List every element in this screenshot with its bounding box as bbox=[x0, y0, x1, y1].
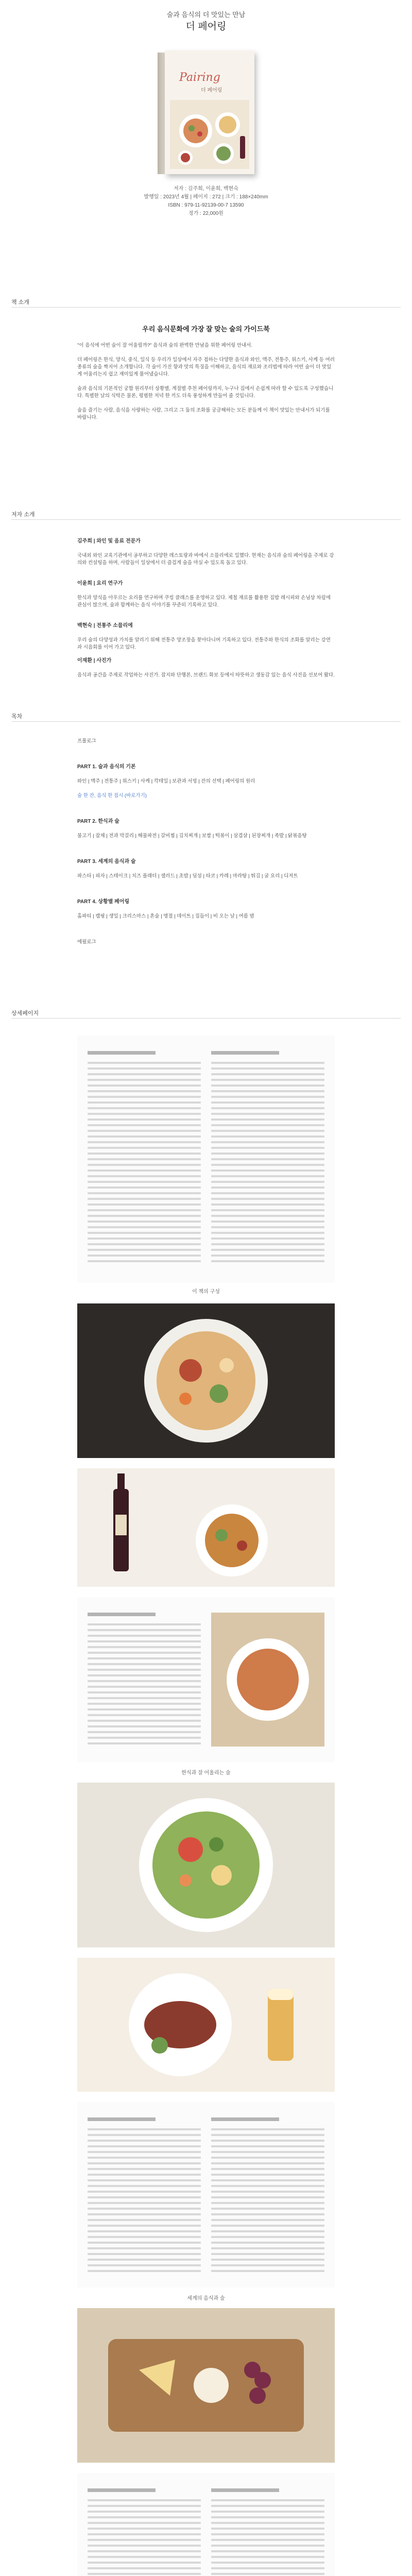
section-divider bbox=[11, 1018, 401, 1019]
section-heading-book-intro: 책 소개 bbox=[11, 299, 29, 306]
toc-epilogue: 에필로그 bbox=[77, 939, 96, 945]
writer-name: 백현숙 | 전통주 소믈리에 bbox=[77, 623, 133, 629]
meta-isbn: ISBN : 979-11-92139-00-7 13590 bbox=[168, 202, 244, 208]
detail-photo-wine-pairing bbox=[77, 1468, 335, 1587]
writer-bio: 국내외 와인 교육기관에서 공부하고 다양한 레스토랑과 바에서 소믈리에로 일했다. 현재는 음식과 술의 페어링을 주제로 강의와 컨설팅을 하며, 사람들이 일상에서 더 즐겁게 술을 마실 수 있도록 돕고 있다. bbox=[77, 553, 334, 566]
meta-authors: 저자 : 김주희, 이윤희, 백현숙 bbox=[174, 186, 238, 192]
writer-name: 김주희 | 와인 및 음료 전문가 bbox=[77, 538, 141, 544]
book-front-cover bbox=[165, 50, 254, 174]
section-heading-writer: 저자 소개 bbox=[11, 512, 35, 518]
meta-price: 정가 : 22,000원 bbox=[188, 211, 224, 216]
spread-right-page bbox=[211, 2117, 324, 2276]
toc-sublink[interactable]: 술 한 잔, 음식 한 접시 (바로가기) bbox=[77, 793, 147, 799]
detail-photo-steak-plate bbox=[77, 1958, 335, 2092]
detail-spread-text-pages-3 bbox=[77, 2473, 335, 2576]
detail-caption: 이 책의 구성 bbox=[192, 1289, 220, 1295]
section-divider bbox=[11, 721, 401, 722]
toc-part-3-items: 파스타 | 피자 | 스테이크 | 치즈 플래터 | 샐러드 | 초밥 | 딤섬 | 타코 | 카레 | 마라탕 | 튀김 | 굴 요리 | 디저트 bbox=[77, 873, 298, 879]
writer-bio: 우리 술의 다양성과 가치를 알리기 위해 전통주 양조장을 찾아다니며 기록하고 있다. 전통주와 한식의 조화를 알리는 강연과 시음회를 이어 가고 있다. bbox=[77, 637, 331, 650]
spread-right-page bbox=[211, 1051, 324, 1266]
toc-part-1-items: 와인 | 맥주 | 전통주 | 위스키 | 사케 | 칵테일 | 보관과 서빙 | 잔의 선택 | 페어링의 원리 bbox=[77, 778, 255, 784]
writer-bio: 한식과 양식을 아우르는 요리를 연구하며 쿠킹 클래스를 운영하고 있다. 제철 재료를 활용한 집밥 레시피와 손님상 차림에 관심이 많으며, 술과 함께하는 음식 이야기를 꾸준히 기록하고 있다. bbox=[77, 595, 331, 608]
spread-left-page bbox=[88, 1051, 201, 1266]
detail-spread-text-pages-2 bbox=[77, 2102, 335, 2287]
toc-part-4-items: 홈파티 | 캠핑 | 생일 | 크리스마스 | 혼술 | 명절 | 데이트 | 집들이 | 비 오는 날 | 여름 밤 bbox=[77, 913, 254, 919]
detail-photo-noodle-bowl bbox=[77, 1303, 335, 1458]
cover-script-title: Pairing bbox=[179, 71, 220, 84]
detail-photo-salad-plate bbox=[77, 1783, 335, 1947]
writer-entry bbox=[77, 650, 335, 686]
book-tagline: 술과 음식의 더 맛있는 만남 bbox=[166, 11, 246, 19]
intro-body: "이 음식에 어떤 술이 잘 어울릴까?" 음식과 술의 완벽한 만남을 위한 페어링 안내서. 더 페어링은 한식, 양식, 중식, 일식 등 우리가 일상에서 자주 접하는 다양한 음식과 와인, 맥주, 전통주, 위스키, 사케 등 여러 종류의 술을 짝지어 소개합니다. 각 술이 가진 향과 맛의 특징을 이해하고, 음식의 재료와 조리법에 따라 어떤 술이 더 맛있게 어울리는지 쉽고 재미있게 풀어냈습니다. 술과 음식의 기본적인 궁합 원리부터 상황별, 계절별 추천 페어링까지, 누구나 집에서 손쉽게 따라 할 수 있도록 구성했습니다. 특별한 날의 식탁은 물론, 평범한 저녁 한 끼도 더욱 풍성하게 만들어 줄 것입니다. 술을 즐기는 사람, 음식을 사랑하는 사람, 그리고 그 둘의 조화를 궁금해하는 모든 분들께 이 책이 맛있는 안내서가 되기를 바랍니다. bbox=[77, 343, 335, 420]
spread-right-page bbox=[211, 2488, 324, 2576]
toc-part-3: PART 3. 세계의 음식과 술 bbox=[77, 859, 136, 865]
section-divider bbox=[11, 519, 401, 520]
spread-left-page bbox=[88, 2117, 201, 2276]
detail-photo-cheese-board bbox=[77, 2308, 335, 2463]
writer-name: 이윤희 | 요리 연구가 bbox=[77, 581, 123, 586]
section-divider bbox=[11, 307, 401, 308]
detail-spread-recipe bbox=[77, 1597, 335, 1762]
spread-text-column bbox=[88, 1613, 201, 1748]
writer-bio: 음식과 공간을 주제로 작업하는 사진가. 잡지와 단행본, 브랜드 화보 등에서 따뜻하고 생동감 있는 음식 사진을 선보여 왔다. bbox=[77, 672, 335, 678]
toc-list bbox=[77, 731, 335, 953]
toc-part-2: PART 2. 한식과 술 bbox=[77, 819, 119, 824]
toc-part-1: PART 1. 술과 음식의 기본 bbox=[77, 764, 136, 770]
toc-part-2-items: 불고기 | 잡채 | 전과 막걸리 | 해물파전 | 갈비찜 | 김치찌개 | 보쌈 | 떡볶이 | 삼겹살 | 된장찌개 | 족발 | 닭볶음탕 bbox=[77, 833, 307, 839]
cover-subtitle: 더 페어링 bbox=[201, 88, 222, 93]
toc-part-4: PART 4. 상황별 페어링 bbox=[77, 899, 130, 905]
spread-photo bbox=[211, 1613, 324, 1747]
toc-prologue: 프롤로그 bbox=[77, 738, 96, 744]
detail-caption: 한식과 잘 어울리는 술 bbox=[181, 1770, 231, 1776]
book-title: 더 페어링 bbox=[185, 21, 227, 32]
section-heading-detail: 상세페이지 bbox=[11, 1010, 39, 1016]
spread-left-page bbox=[88, 2488, 201, 2576]
writer-entry bbox=[77, 531, 335, 574]
cover-food-illustration bbox=[170, 100, 249, 169]
hero-section bbox=[0, 0, 412, 289]
book-spine bbox=[158, 53, 165, 174]
detail-spread-text-pages bbox=[77, 1036, 335, 1283]
meta-publish-info: 발행일 : 2023년 4월 | 페이지 : 272 | 크기 : 188×240mm bbox=[144, 194, 268, 200]
book-cover-image bbox=[158, 50, 254, 174]
intro-headline: 우리 음식문화에 가장 잘 맞는 술의 가이드북 bbox=[142, 325, 270, 333]
detail-caption: 세계의 음식과 술 bbox=[187, 2296, 225, 2301]
writer-entry bbox=[77, 573, 335, 616]
section-heading-toc: 목차 bbox=[11, 714, 23, 720]
writer-name: 이재환 | 사진가 bbox=[77, 658, 112, 664]
